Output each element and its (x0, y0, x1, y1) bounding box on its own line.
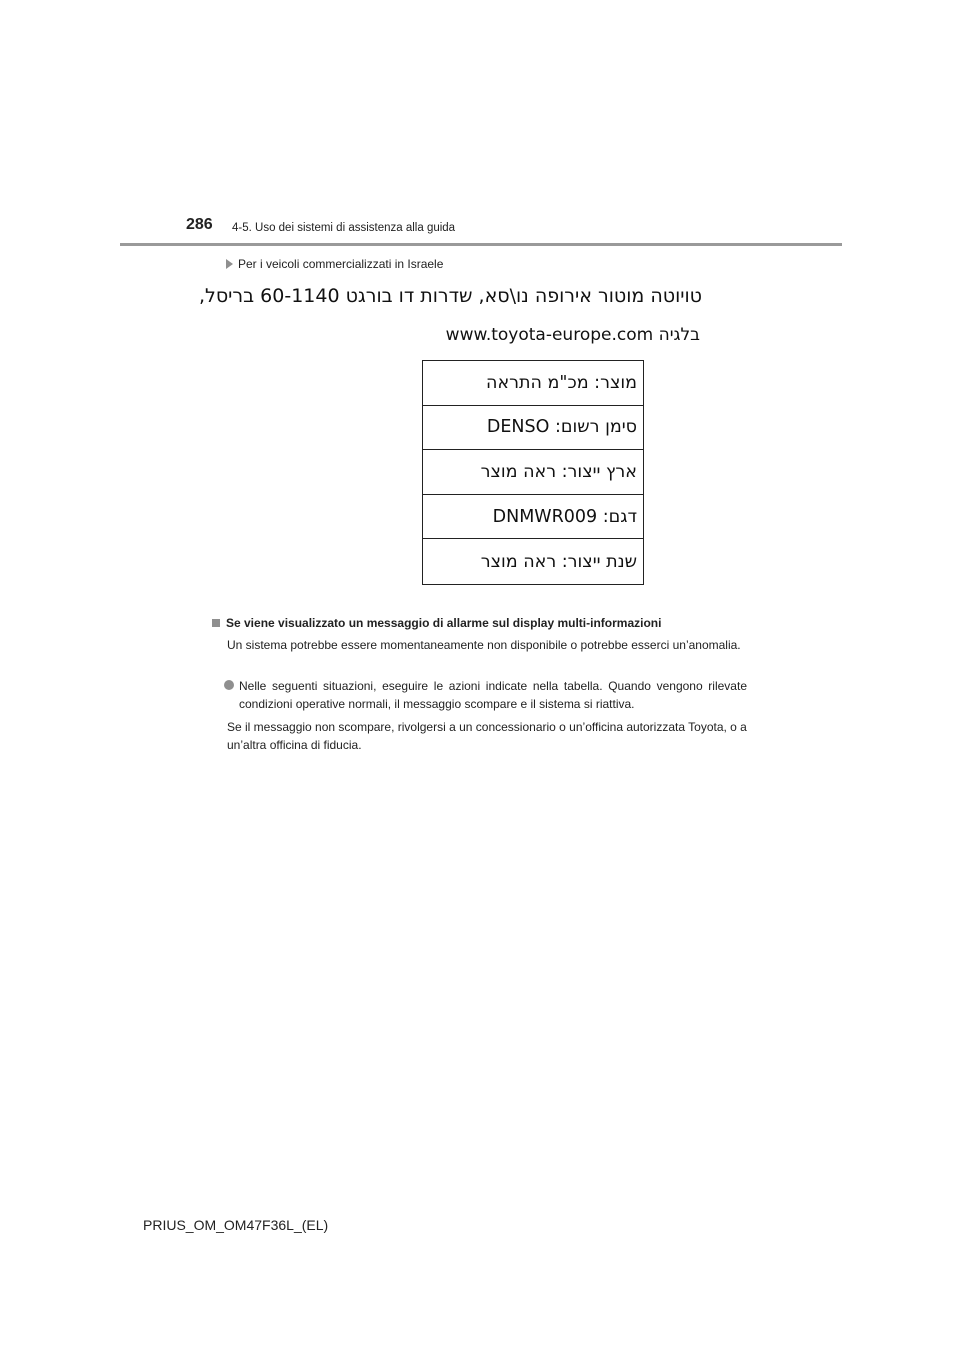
warning-bullet-text: Nelle seguenti situazioni, eseguire le azioni indicate nella tabella. Quando vengono rilevate condizioni operative normali, il messaggio scompare e il sistema si riattiva. (239, 679, 747, 711)
hebrew-address-line-1: טויוטה מוטור אירופה נו\סא, שדרות דו בורגט 60-1140 בריסל, (199, 285, 702, 307)
label-row-year: שנת ייצור: ראה מוצר (480, 551, 637, 572)
warning-paragraph-1: Un sistema potrebbe essere momentaneamente non disponibile o potrebbe esserci un’anomalia. (227, 638, 741, 652)
label-row-brand: סימן רשום: DENSO (423, 406, 643, 451)
square-bullet-icon (212, 619, 220, 627)
label-row-model: דגם: DNMWR009 (423, 495, 643, 540)
triangle-bullet-icon (226, 259, 233, 269)
hebrew-address-line-2: בלגיה www.toyota-europe.com (445, 325, 700, 345)
label-row-country: ארץ ייצור: ראה מוצר (423, 450, 643, 495)
subheading (226, 257, 443, 271)
footer-doc-code: PRIUS_OM_OM47F36L_(EL) (143, 1217, 329, 1233)
warning-heading (212, 616, 661, 630)
subheading-text: Per i veicoli commercializzati in Israele (238, 257, 444, 271)
header-divider (120, 243, 842, 246)
label-row-product: מוצר: מכ"מ התראה (423, 361, 643, 406)
warning-bullet (224, 677, 747, 713)
page-number: 286 (186, 216, 213, 233)
section-title: 4-5. Uso dei sistemi di assistenza alla guida (232, 222, 456, 234)
warning-heading-text: Se viene visualizzato un messaggio di allarme sul display multi-informazioni (226, 616, 662, 630)
warning-paragraph-2: Se il messaggio non scompare, rivolgersi a un concessionario o un’officina autorizzata Toyota, o a un’altra officina di fiducia. (227, 720, 747, 752)
product-label-table (422, 360, 644, 585)
circle-bullet-icon (224, 680, 234, 690)
